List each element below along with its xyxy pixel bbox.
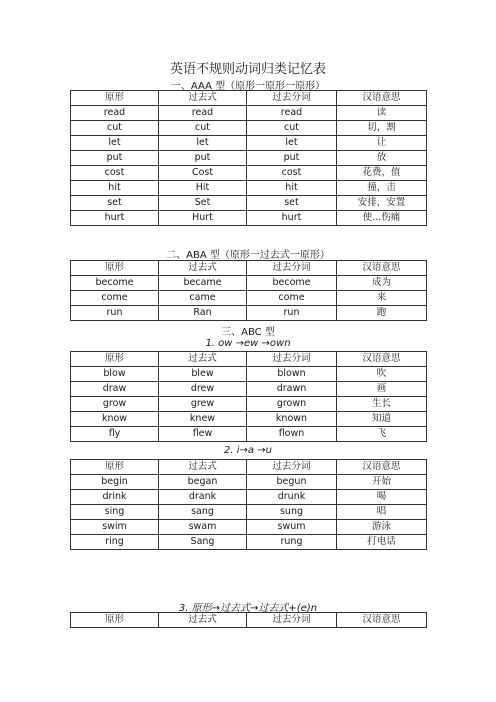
table-cell: blow (71, 367, 159, 382)
table-cell: run (71, 306, 159, 321)
table-row (71, 276, 427, 291)
table-cell: 生长 (337, 397, 427, 412)
table-row (71, 196, 427, 211)
header-cell: 汉语意思 (337, 460, 427, 475)
table-cell: flown (247, 427, 337, 442)
table-cell: drink (71, 490, 159, 505)
table-cell: fly (71, 427, 159, 442)
table-row (71, 306, 427, 321)
table-cell: grown (247, 397, 337, 412)
section-aaa-title: 一、AAA 型（原形一原形一原形） (170, 81, 326, 92)
header-cell: 汉语意思 (337, 91, 427, 106)
header-cell: 过去分词 (247, 613, 337, 628)
table-cell: cost (247, 166, 337, 181)
table-cell: sing (71, 505, 159, 520)
table-row (71, 106, 427, 121)
table-cell: read (247, 106, 337, 121)
table-cell: rung (247, 535, 337, 550)
table-cell: know (71, 412, 159, 427)
table-cell: 吹 (337, 367, 427, 382)
table-cell: draw (71, 382, 159, 397)
table-row (71, 367, 427, 382)
table-cell: Sang (159, 535, 247, 550)
table-cell: set (71, 196, 159, 211)
table-cell: hurt (247, 211, 337, 226)
table-cell: began (159, 475, 247, 490)
table-cell: knew (159, 412, 247, 427)
table-cell: 唱 (337, 505, 427, 520)
table-cell: 喝 (337, 490, 427, 505)
subsection-en-title: 3. 原形→过去式→过去式+(e)n (178, 603, 318, 614)
table-row (71, 382, 427, 397)
table-cell: hurt (71, 211, 159, 226)
table-cell: let (71, 136, 159, 151)
table-cell: let (247, 136, 337, 151)
table-cell: 画 (337, 382, 427, 397)
header-cell: 汉语意思 (337, 613, 427, 628)
table-cell: flew (159, 427, 247, 442)
table-cell: Ran (159, 306, 247, 321)
section-abc-title: 三、ABC 型 (221, 327, 275, 338)
table-cell: 打电话 (337, 535, 427, 550)
table-cell: swam (159, 520, 247, 535)
table-cell: read (71, 106, 159, 121)
table-cell: 读 (337, 106, 427, 121)
table-cell: begin (71, 475, 159, 490)
header-cell: 原形 (71, 613, 159, 628)
header-cell: 汉语意思 (337, 352, 427, 367)
table-cell: 撞，击 (337, 181, 427, 196)
header-cell: 原形 (71, 261, 159, 276)
table-row (71, 397, 427, 412)
table-cell: 成为 (337, 276, 427, 291)
table-cell: cost (71, 166, 159, 181)
table-cell: drunk (247, 490, 337, 505)
table-row (71, 520, 427, 535)
table-aaa (70, 90, 427, 226)
table-cell: run (247, 306, 337, 321)
table-cell: swum (247, 520, 337, 535)
table-cell: cut (71, 121, 159, 136)
document-title: 英语不规则动词归类记忆表 (169, 62, 326, 77)
table-row (71, 166, 427, 181)
table-cell: hit (247, 181, 337, 196)
table-cell: cut (247, 121, 337, 136)
header-cell: 汉语意思 (337, 261, 427, 276)
table-row (71, 427, 427, 442)
table-cell: 使...伤痛 (337, 211, 427, 226)
table-cell: cut (159, 121, 247, 136)
table-cell: Hurt (159, 211, 247, 226)
header-cell: 过去分词 (247, 352, 337, 367)
table-cell: sung (247, 505, 337, 520)
table-cell: 开始 (337, 475, 427, 490)
table-cell: 切，割 (337, 121, 427, 136)
table-cell: ring (71, 535, 159, 550)
header-row (71, 352, 427, 367)
table-cell: 跑 (337, 306, 427, 321)
table-cell: 安排，安置 (337, 196, 427, 211)
table-aba (70, 260, 427, 321)
table-cell: 游泳 (337, 520, 427, 535)
table-abc-ow (70, 351, 427, 442)
table-cell: Hit (159, 181, 247, 196)
table-cell: grow (71, 397, 159, 412)
table-cell: Set (159, 196, 247, 211)
table-row (71, 412, 427, 427)
table-abc-iau (70, 459, 427, 550)
header-cell: 过去式 (159, 352, 247, 367)
header-row (71, 460, 427, 475)
table-row (71, 181, 427, 196)
table-row (71, 211, 427, 226)
table-cell: read (159, 106, 247, 121)
table-cell: became (159, 276, 247, 291)
header-cell: 过去分词 (247, 91, 337, 106)
header-cell: 过去分词 (247, 460, 337, 475)
table-cell: blown (247, 367, 337, 382)
table-cell: 知道 (337, 412, 427, 427)
section-aba-title: 二、ABA 型（原形一过去式一原形） (166, 250, 330, 261)
table-cell: sang (159, 505, 247, 520)
table-cell: blew (159, 367, 247, 382)
table-cell: come (71, 291, 159, 306)
table-cell: swim (71, 520, 159, 535)
table-row (71, 475, 427, 490)
header-cell: 过去分词 (247, 261, 337, 276)
header-cell: 过去式 (159, 460, 247, 475)
table-abc-en (70, 612, 427, 628)
table-row (71, 490, 427, 505)
table-cell: put (71, 151, 159, 166)
table-cell: came (159, 291, 247, 306)
table-cell: 放 (337, 151, 427, 166)
table-cell: put (159, 151, 247, 166)
table-cell: drew (159, 382, 247, 397)
table-cell: drank (159, 490, 247, 505)
header-cell: 原形 (71, 91, 159, 106)
table-cell: Cost (159, 166, 247, 181)
subsection-i-a-u-title: 2. i→a →u (224, 445, 272, 456)
table-cell: become (71, 276, 159, 291)
table-cell: 花费，值 (337, 166, 427, 181)
table-cell: come (247, 291, 337, 306)
header-cell: 过去式 (159, 91, 247, 106)
table-row (71, 505, 427, 520)
header-row (71, 261, 427, 276)
table-row (71, 535, 427, 550)
table-cell: known (247, 412, 337, 427)
header-row (71, 91, 427, 106)
table-cell: put (247, 151, 337, 166)
header-cell: 原形 (71, 352, 159, 367)
header-cell: 原形 (71, 460, 159, 475)
table-cell: grew (159, 397, 247, 412)
table-cell: hit (71, 181, 159, 196)
subsection-ow-title: 1. ow →ew →own (205, 338, 291, 349)
table-row (71, 121, 427, 136)
table-row (71, 151, 427, 166)
table-row (71, 136, 427, 151)
table-cell: 来 (337, 291, 427, 306)
table-cell: begun (247, 475, 337, 490)
header-cell: 过去式 (159, 261, 247, 276)
table-cell: 让 (337, 136, 427, 151)
table-cell: become (247, 276, 337, 291)
table-cell: 飞 (337, 427, 427, 442)
table-row (71, 291, 427, 306)
header-cell: 过去式 (159, 613, 247, 628)
table-cell: set (247, 196, 337, 211)
header-row (71, 613, 427, 628)
table-cell: drawn (247, 382, 337, 397)
table-cell: let (159, 136, 247, 151)
